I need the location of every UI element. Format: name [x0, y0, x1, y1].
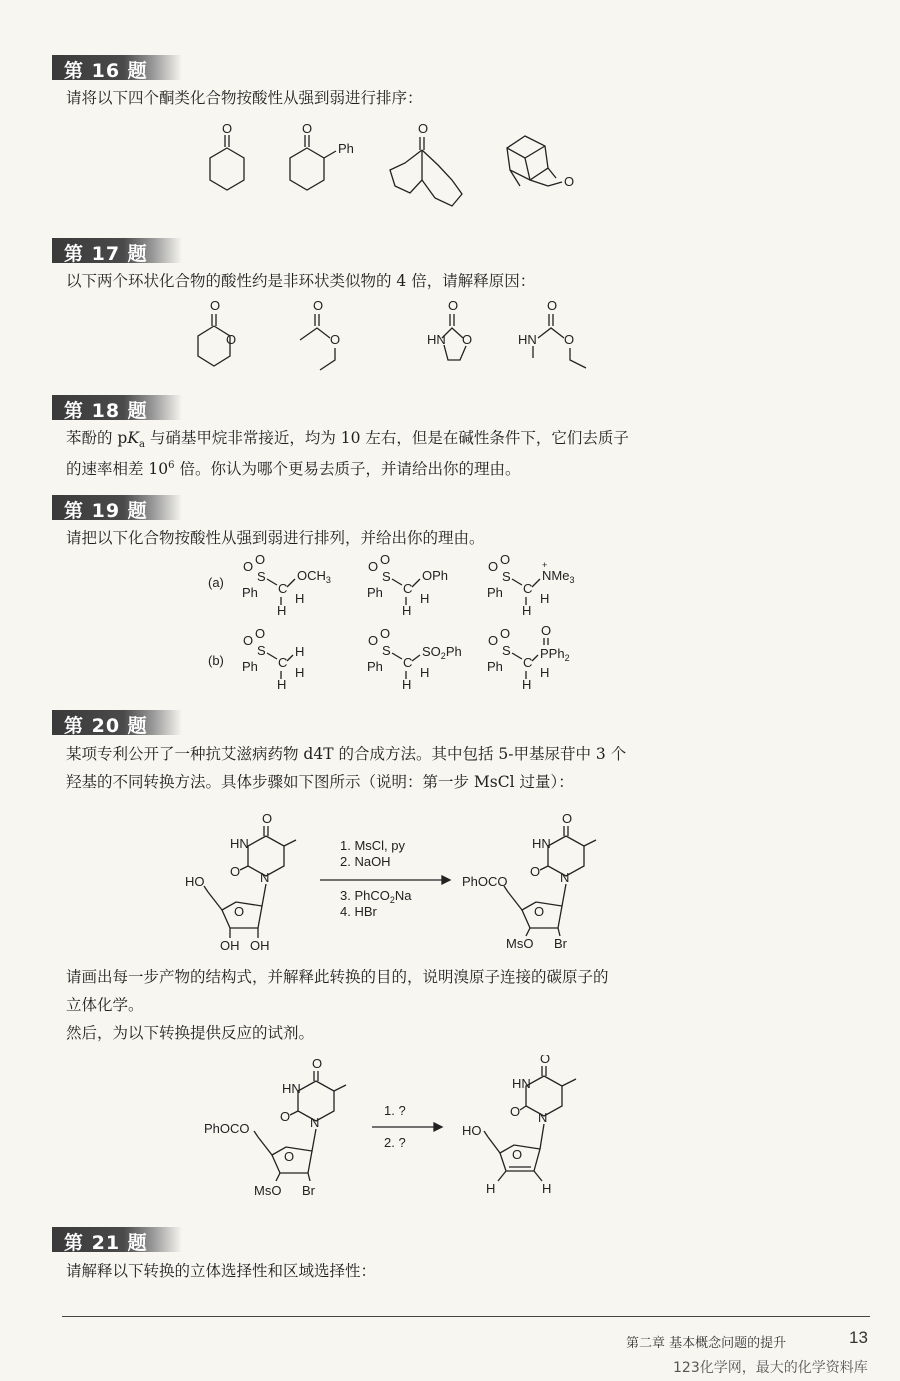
problem-20-line3: 请画出每一步产物的结构式，并解释此转换的目的，说明溴原子连接的碳原子的 [66, 968, 609, 986]
svg-text:H: H [402, 603, 412, 618]
problem-18-header: 第 18 题 [52, 395, 182, 420]
svg-text:H: H [522, 603, 532, 618]
svg-text:O: O [230, 864, 241, 879]
sulfone-b3-structure [487, 623, 570, 692]
svg-text:O: O [380, 626, 391, 641]
problem-20-scheme-1 [180, 810, 640, 960]
svg-text:HN: HN [518, 332, 537, 347]
svg-text:H: H [295, 644, 305, 659]
svg-text:H: H [486, 1181, 496, 1196]
svg-text:NMe3: NMe$_3$ [542, 568, 575, 585]
svg-text:O: O [547, 298, 558, 313]
svg-text:OH: OH [220, 938, 240, 953]
svg-text:O: O [500, 626, 511, 641]
svg-text:MsO: MsO [506, 936, 534, 951]
phenylcyclohexanone-structure [290, 121, 354, 190]
svg-text:Ph: Ph [487, 659, 503, 674]
svg-text:S: S [382, 569, 391, 584]
svg-text:HO: HO [462, 1123, 482, 1138]
svg-text:O: O [448, 298, 459, 313]
problem-16-structures [190, 118, 590, 218]
watermark: 123化学网，最大的化学资料库 [673, 1360, 868, 1376]
svg-text:S: S [502, 569, 511, 584]
sulfone-b1-structure [242, 626, 304, 692]
footer-divider [62, 1316, 870, 1317]
svg-text:HN: HN [282, 1081, 301, 1096]
svg-text:O: O [534, 904, 545, 919]
svg-text:Ph: Ph [242, 585, 258, 600]
svg-text:O: O [368, 559, 379, 574]
problem-20-line2: 羟基的不同转换方法。具体步骤如下图所示（说明：第一步 MsCl 过量）： [66, 773, 574, 791]
svg-text:Br: Br [554, 936, 567, 951]
svg-text:S: S [382, 643, 391, 658]
problem-20-line4: 立体化学。 [66, 996, 144, 1014]
svg-text:SO2Ph: $SO_2Ph$ [422, 644, 462, 661]
sulfone-a2-structure [367, 555, 448, 618]
product-structure-2 [204, 1056, 346, 1198]
svg-text:N: N [260, 870, 270, 885]
svg-text:N: N [310, 1115, 320, 1130]
problem-19-text: 请把以下化合物按酸性从强到弱进行排列，并给出你的理由。 [66, 529, 485, 547]
chapter-title: 第二章 基本概念问题的提升 [626, 1336, 787, 1351]
svg-text:O: O [380, 555, 391, 567]
svg-text:O: O [243, 559, 254, 574]
svg-text:2. ?: 2. ? [384, 1135, 406, 1150]
svg-text:S: S [502, 643, 511, 658]
problem-18-line1: 苯酚的 $pK_a$ 与硝基甲烷非常接近，均为 10 左右，但是在碱性条件下，它们去质子 [66, 429, 629, 451]
svg-text:PPh2: PPh$_2$ [540, 646, 570, 663]
sulfone-a1-structure [242, 555, 331, 618]
bicyclic-ketone-structure [390, 121, 462, 206]
svg-text:C: C [278, 655, 288, 670]
problem-19-header: 第 19 题 [52, 495, 182, 520]
svg-text:O: O [562, 811, 573, 826]
svg-text:+: + [542, 560, 548, 570]
svg-text:S: S [257, 569, 266, 584]
problem-17-header: 第 17 题 [52, 238, 182, 263]
methyluridine-structure [185, 811, 296, 953]
svg-text:(a): (a) [208, 575, 224, 590]
svg-text:O: O [262, 811, 273, 826]
problem-18-line2: 的速率相差 $10^6$ 倍。你认为哪个更易去质子，并请给出你的理由。 [66, 460, 521, 479]
problem-20-header: 第 20 题 [52, 710, 182, 735]
product-structure-1 [462, 811, 596, 951]
svg-text:Ph: Ph [242, 659, 258, 674]
svg-text:C: C [523, 655, 533, 670]
svg-text:H: H [540, 591, 550, 606]
svg-text:O: O [418, 121, 429, 136]
svg-text:O: O [541, 623, 552, 638]
svg-text:HO: HO [185, 874, 205, 889]
svg-text:HN: HN [230, 836, 249, 851]
svg-text:Ph: Ph [338, 141, 354, 156]
svg-text:Ph: Ph [367, 659, 383, 674]
svg-text:HN: HN [427, 332, 446, 347]
svg-text:H: H [295, 665, 305, 680]
svg-text:H: H [402, 677, 412, 692]
svg-text:3. PhCO2Na: 3. PhCO$_2$Na [340, 888, 412, 905]
svg-text:O: O [462, 332, 473, 347]
svg-text:O: O [284, 1149, 295, 1164]
problem-20-line5: 然后，为以下转换提供反应的试剂。 [66, 1024, 315, 1042]
svg-text:1. ?: 1. ? [384, 1103, 406, 1118]
svg-text:O: O [512, 1147, 523, 1162]
svg-text:HN: HN [532, 836, 551, 851]
problem-17-structures [190, 298, 620, 378]
svg-text:O: O [368, 633, 379, 648]
problem-19-structures [205, 555, 595, 700]
svg-text:H: H [522, 677, 532, 692]
page-number: 13 [849, 1328, 868, 1347]
svg-text:H: H [542, 1181, 552, 1196]
svg-text:OCH3: $OCH_3$ [297, 568, 331, 585]
svg-text:4. HBr: 4. HBr [340, 904, 377, 919]
svg-text:OPh: OPh [422, 568, 449, 583]
svg-text:Ph: Ph [367, 585, 383, 600]
svg-text:O: O [255, 555, 266, 567]
svg-text:2. NaOH: 2. NaOH [340, 854, 391, 869]
carbamate-structure [518, 298, 586, 368]
reaction-arrow-2 [372, 1103, 442, 1150]
sulfone-b2-structure [367, 626, 462, 692]
problem-16-header: 第 16 题 [52, 55, 182, 80]
svg-text:O: O [302, 121, 313, 136]
d4t-structure [462, 1055, 576, 1196]
svg-text:O: O [510, 1104, 521, 1119]
svg-text:O: O [564, 174, 575, 189]
problem-20-scheme-2 [200, 1055, 620, 1205]
svg-text:H: H [277, 603, 287, 618]
svg-text:C: C [403, 655, 413, 670]
svg-text:O: O [540, 1055, 551, 1066]
svg-text:O: O [226, 332, 237, 347]
svg-text:PhOCO: PhOCO [204, 1121, 250, 1136]
svg-text:HN: HN [512, 1076, 531, 1091]
adamantanone-structure [507, 136, 574, 189]
svg-text:O: O [243, 633, 254, 648]
svg-text:H: H [420, 591, 430, 606]
svg-text:MsO: MsO [254, 1183, 282, 1198]
svg-text:(b): (b) [208, 653, 224, 668]
svg-text:O: O [488, 559, 499, 574]
svg-text:1. MsCl, py: 1. MsCl, py [340, 838, 406, 853]
cyclohexanone-structure [210, 121, 244, 190]
sulfone-a3-structure [487, 555, 574, 618]
svg-text:H: H [420, 665, 430, 680]
svg-text:H: H [295, 591, 305, 606]
svg-text:C: C [278, 581, 288, 596]
svg-text:O: O [530, 864, 541, 879]
svg-text:O: O [234, 904, 245, 919]
lactone-structure [198, 298, 236, 366]
ethyl-acetate-structure [300, 298, 340, 370]
svg-text:N: N [538, 1110, 548, 1125]
svg-text:C: C [523, 581, 533, 596]
problem-17-text: 以下两个环状化合物的酸性约是非环状类似物的 4 倍，请解释原因： [66, 272, 536, 290]
svg-text:O: O [222, 121, 233, 136]
svg-text:PhOCO: PhOCO [462, 874, 508, 889]
svg-text:O: O [500, 555, 511, 567]
svg-text:H: H [277, 677, 287, 692]
reaction-arrow-1 [320, 838, 450, 919]
problem-21-header: 第 21 题 [52, 1227, 182, 1252]
svg-text:O: O [255, 626, 266, 641]
svg-text:H: H [540, 665, 550, 680]
svg-text:OH: OH [250, 938, 270, 953]
svg-text:C: C [403, 581, 413, 596]
svg-text:O: O [313, 298, 324, 313]
svg-text:O: O [488, 633, 499, 648]
oxazolidinone-structure [427, 298, 472, 360]
problem-20-line1: 某项专利公开了一种抗艾滋病药物 d4T 的合成方法。其中包括 5-甲基尿苷中 3 个 [66, 745, 627, 763]
svg-text:O: O [210, 298, 221, 313]
svg-text:Ph: Ph [487, 585, 503, 600]
svg-text:O: O [564, 332, 575, 347]
svg-text:O: O [280, 1109, 291, 1124]
svg-text:O: O [330, 332, 341, 347]
problem-21-text: 请解释以下转换的立体选择性和区域选择性： [66, 1262, 377, 1280]
svg-text:Br: Br [302, 1183, 315, 1198]
svg-text:O: O [312, 1056, 323, 1071]
svg-text:S: S [257, 643, 266, 658]
problem-16-text: 请将以下四个酮类化合物按酸性从强到弱进行排序： [66, 89, 423, 107]
svg-text:N: N [560, 870, 570, 885]
